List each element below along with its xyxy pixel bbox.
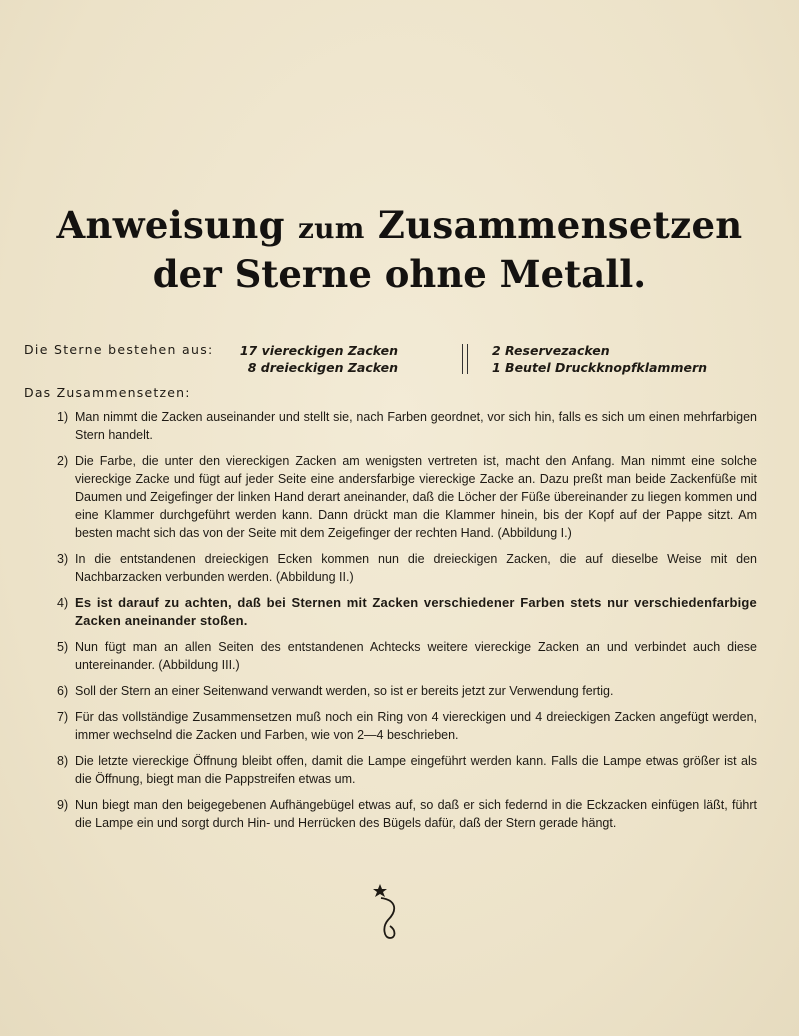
step-number: 1) (57, 410, 69, 424)
step-number: 9) (57, 798, 69, 812)
double-rule-divider (462, 344, 468, 374)
step-number: 2) (57, 454, 69, 468)
step-text: Nun fügt man an allen Seiten des entstandenen Achtecks weitere viereckige Zacken an und verbindet auch diese untereinander. (Abbildung III.) (75, 640, 757, 672)
materials-item: 17 viereckigen Zacken (239, 343, 398, 358)
title-word-anweisung: Anweisung (56, 203, 285, 247)
step-number: 8) (57, 754, 69, 768)
step-text: Die Farbe, die unter den viereckigen Zacken am wenigsten vertreten ist, macht den Anfang. Man nimmt eine solche viereckige Zacke und fügt auf jeder Seite eine andersfarbige viereckige Zacke an. Dazu preßt man beide Zackenfüße mit Daumen und Zeigefinger der linken Hand derart aneinander, daß die Löcher der Füße übereinander zu liegen kommen und eine Klammer durchgeführt werden kann. Dann drückt man die Klammer hinein, bis der Kopf auf der Pappe sitzt. Am besten macht sich das von der Seite mit dem Zeigefinger der rechten Hand. (Abbildung I.) (75, 454, 757, 540)
step-item (57, 594, 757, 630)
step-item (57, 752, 757, 788)
document-title (0, 203, 799, 296)
materials-item: 1 Beutel Druckknopfklammern (492, 360, 708, 375)
title-line-1 (0, 203, 799, 251)
materials-lead: Die Sterne bestehen aus: (24, 342, 214, 357)
materials-list (24, 342, 784, 378)
step-text: Man nimmt die Zacken auseinander und stellt sie, nach Farben geordnet, vor sich hin, falls es sich um einen mehrfarbigen Stern handelt. (75, 410, 757, 442)
materials-left-column (234, 342, 398, 376)
star-hanger-ornament-icon (370, 880, 404, 944)
materials-item: 8 dreieckigen Zacken (247, 360, 398, 375)
step-item (57, 708, 757, 744)
step-item (57, 796, 757, 832)
materials-right-column (492, 342, 707, 376)
step-text: In die entstandenen dreieckigen Ecken kommen nun die dreieckigen Zacken, die auf dieselbe Weise mit den Nachbarzacken verbunden werden. (Abbildung II.) (75, 552, 757, 584)
title-line-2: der Sterne ohne Metall. (152, 252, 647, 296)
step-item (57, 550, 757, 586)
instruction-steps (57, 408, 757, 840)
step-number: 7) (57, 710, 69, 724)
step-number: 4) (57, 596, 69, 610)
title-word-zum: zum (297, 212, 365, 245)
materials-item: 2 Reservezacken (492, 343, 610, 358)
step-number: 6) (57, 684, 69, 698)
step-item (57, 682, 757, 700)
title-word-zusammensetzen: Zusammensetzen (377, 203, 743, 247)
step-item (57, 638, 757, 674)
step-text: Es ist darauf zu achten, daß bei Sternen mit Zacken verschiedener Farben stets nur verschiedenfarbige Zacken aneinander stoßen. (75, 595, 757, 628)
step-text: Soll der Stern an einer Seitenwand verwandt werden, so ist er bereits jetzt zur Verwendung fertig. (75, 684, 614, 698)
section-subheading: Das Zusammensetzen: (24, 385, 191, 400)
step-item (57, 452, 757, 542)
step-text: Für das vollständige Zusammensetzen muß noch ein Ring von 4 viereckigen und 4 dreieckigen Zacken angefügt werden, immer wechselnd die Zacken und Farben, wie von 2—4 beschrieben. (75, 710, 757, 742)
step-item (57, 408, 757, 444)
step-text: Nun biegt man den beigegebenen Aufhängebügel etwas auf, so daß er sich federnd in die Eckzacken einfügen läßt, führt die Lampe ein und sorgt durch Hin- und Herrücken des Bügels dafür, daß der Stern gerade hängt. (75, 798, 757, 830)
step-number: 3) (57, 552, 69, 566)
step-number: 5) (57, 640, 69, 654)
step-text: Die letzte viereckige Öffnung bleibt offen, damit die Lampe eingeführt werden kann. Falls die Lampe etwas größer ist als die Öffnung, biegt man die Pappstreifen etwas um. (75, 754, 757, 786)
